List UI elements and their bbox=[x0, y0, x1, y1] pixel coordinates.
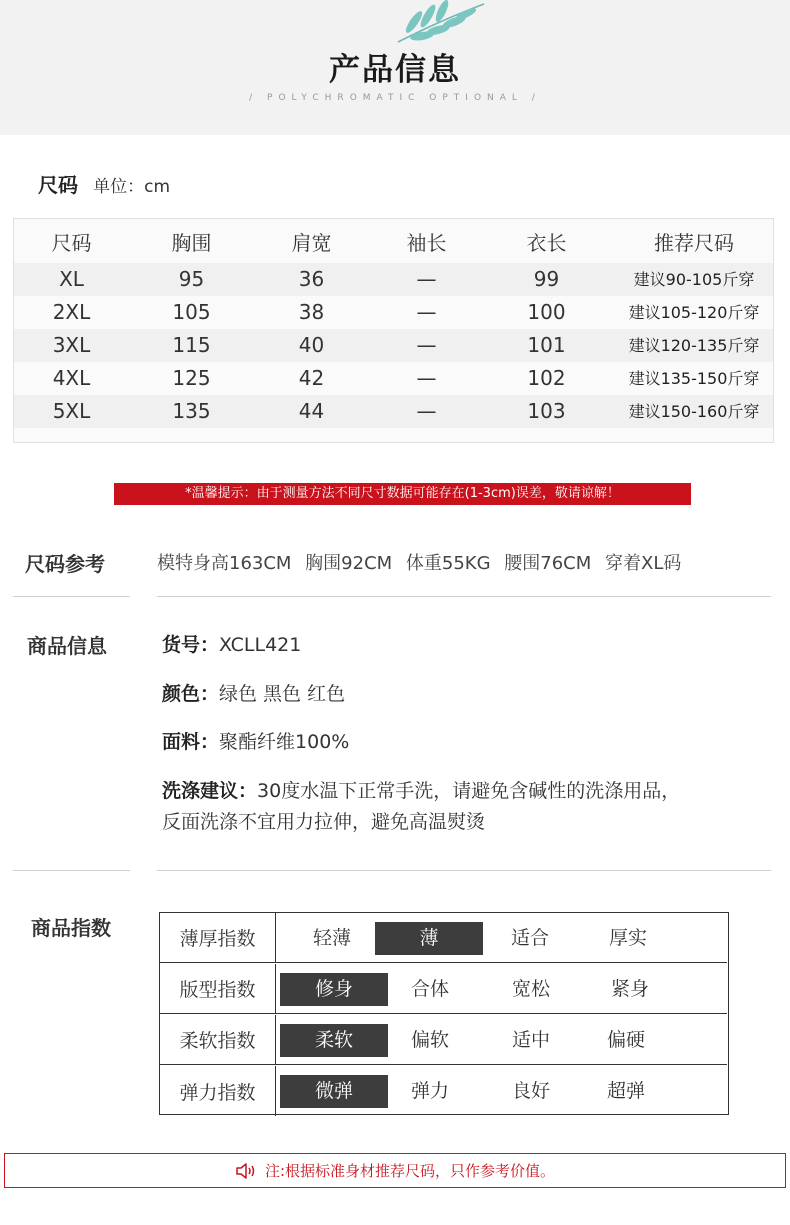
sleeve-cell: — bbox=[416, 300, 437, 324]
fabric-line bbox=[162, 727, 349, 754]
shoulder-cell: 40 bbox=[298, 333, 325, 357]
length-cell: 103 bbox=[527, 399, 566, 423]
recommend-cell: 建议135-150斤穿 bbox=[628, 369, 760, 388]
shoulder-cell: 38 bbox=[298, 300, 325, 324]
index-option: 厚实 bbox=[608, 927, 647, 949]
index-option: 适合 bbox=[510, 927, 549, 949]
column-header: 推荐尺码 bbox=[654, 231, 734, 255]
colors-label: 颜色： bbox=[162, 683, 220, 705]
chest-cell: 115 bbox=[172, 333, 211, 357]
column-header: 肩宽 bbox=[291, 231, 332, 255]
index-option: 超弹 bbox=[606, 1080, 645, 1102]
length-cell: 99 bbox=[533, 267, 560, 291]
index-row-label: 版型指数 bbox=[160, 964, 276, 1013]
footer-note bbox=[4, 1153, 786, 1188]
index-option-selected: 薄 bbox=[375, 922, 483, 955]
index-option: 适中 bbox=[511, 1029, 550, 1051]
size-cell: 4XL bbox=[52, 366, 91, 390]
index-row-fit bbox=[160, 964, 727, 1014]
colors-value: 绿色 黑色 红色 bbox=[219, 683, 346, 705]
chest-cell: 95 bbox=[178, 267, 205, 291]
chest-cell: 135 bbox=[172, 399, 211, 423]
size-table bbox=[13, 218, 774, 443]
index-option: 合体 bbox=[410, 978, 449, 1000]
recommend-cell: 建议120-135斤穿 bbox=[628, 336, 760, 355]
index-row-softness bbox=[160, 1015, 727, 1065]
divider bbox=[13, 596, 130, 597]
index-option-selected: 柔软 bbox=[280, 1024, 388, 1057]
wash-label: 洗涤建议： bbox=[162, 780, 258, 802]
page-title: 产品信息 bbox=[329, 52, 461, 88]
chest-cell: 125 bbox=[172, 366, 211, 390]
size-cell: 2XL bbox=[52, 300, 91, 324]
column-header: 衣长 bbox=[526, 231, 567, 255]
index-option: 偏硬 bbox=[606, 1029, 645, 1051]
column-header: 袖长 bbox=[406, 231, 447, 255]
table-row bbox=[14, 263, 773, 296]
table-row bbox=[14, 329, 773, 362]
size-ref-text: 模特身高163CM 胸围92CM 体重55KG 腰围76CM 穿着XL码 bbox=[157, 553, 682, 574]
size-title: 尺码 bbox=[38, 173, 78, 197]
shoulder-cell: 42 bbox=[298, 366, 325, 390]
column-header: 胸围 bbox=[171, 231, 212, 255]
index-row-elasticity bbox=[160, 1066, 727, 1116]
column-header: 尺码 bbox=[51, 231, 92, 255]
length-cell: 101 bbox=[527, 333, 566, 357]
sleeve-cell: — bbox=[416, 366, 437, 390]
fabric-value: 聚酯纤维100% bbox=[219, 731, 350, 753]
speaker-icon bbox=[235, 1163, 257, 1179]
size-cell: 5XL bbox=[52, 399, 91, 423]
index-option: 弹力 bbox=[410, 1080, 449, 1102]
index-option: 轻薄 bbox=[312, 927, 351, 949]
page-header bbox=[0, 0, 790, 135]
length-cell: 102 bbox=[527, 366, 566, 390]
sleeve-cell: — bbox=[416, 399, 437, 423]
recommend-cell: 建议90-105斤穿 bbox=[633, 270, 755, 289]
shoulder-cell: 36 bbox=[298, 267, 325, 291]
index-row-label: 柔软指数 bbox=[160, 1015, 276, 1064]
leaves-icon bbox=[392, 0, 488, 44]
colors-line bbox=[162, 679, 345, 706]
index-option: 良好 bbox=[511, 1080, 550, 1102]
sleeve-cell: — bbox=[416, 333, 437, 357]
recommend-cell: 建议150-160斤穿 bbox=[628, 402, 760, 421]
index-option: 偏软 bbox=[410, 1029, 449, 1051]
footer-text: 注:根据标准身材推荐尺码，只作参考价值。 bbox=[264, 1162, 556, 1180]
index-row-label: 弹力指数 bbox=[160, 1066, 276, 1116]
item-number-label: 货号： bbox=[162, 634, 220, 656]
index-option: 宽松 bbox=[511, 978, 550, 1000]
index-option-selected: 微弹 bbox=[280, 1075, 388, 1108]
index-row-thickness bbox=[160, 913, 727, 963]
shoulder-cell: 44 bbox=[298, 399, 325, 423]
chest-cell: 105 bbox=[172, 300, 211, 324]
index-option: 紧身 bbox=[610, 978, 649, 1000]
size-cell: XL bbox=[59, 267, 84, 291]
length-cell: 100 bbox=[527, 300, 566, 324]
product-info-label: 商品信息 bbox=[27, 634, 107, 658]
table-row bbox=[14, 395, 773, 428]
size-heading bbox=[38, 169, 170, 198]
divider bbox=[157, 870, 771, 871]
sleeve-cell: — bbox=[416, 267, 437, 291]
table-row bbox=[14, 362, 773, 395]
index-row-label: 薄厚指数 bbox=[160, 913, 276, 962]
size-ref-label: 尺码参考 bbox=[25, 552, 105, 576]
table-row bbox=[14, 296, 773, 329]
measurement-notice: *温馨提示：由于测量方法不同尺寸数据可能存在(1-3cm)误差，敬请谅解！ bbox=[114, 483, 691, 505]
wash-line bbox=[162, 776, 680, 803]
divider bbox=[13, 870, 130, 871]
item-number bbox=[162, 630, 301, 657]
size-table-header bbox=[14, 227, 773, 260]
page-subtitle: / POLYCHROMATIC OPTIONAL / bbox=[249, 93, 541, 103]
fabric-label: 面料： bbox=[162, 731, 220, 753]
wash-value-1: 30度水温下正常手洗，请避免含碱性的洗涤用品， bbox=[257, 780, 681, 802]
size-unit: 单位：cm bbox=[93, 177, 171, 197]
item-number-value: XCLL421 bbox=[219, 634, 302, 656]
index-label: 商品指数 bbox=[31, 916, 111, 940]
divider bbox=[157, 596, 771, 597]
size-cell: 3XL bbox=[52, 333, 91, 357]
index-table bbox=[159, 912, 729, 1115]
index-option-selected: 修身 bbox=[280, 973, 388, 1006]
wash-line-2: 反面洗涤不宜用力拉伸，避免高温熨烫 bbox=[162, 811, 486, 833]
recommend-cell: 建议105-120斤穿 bbox=[628, 303, 760, 322]
